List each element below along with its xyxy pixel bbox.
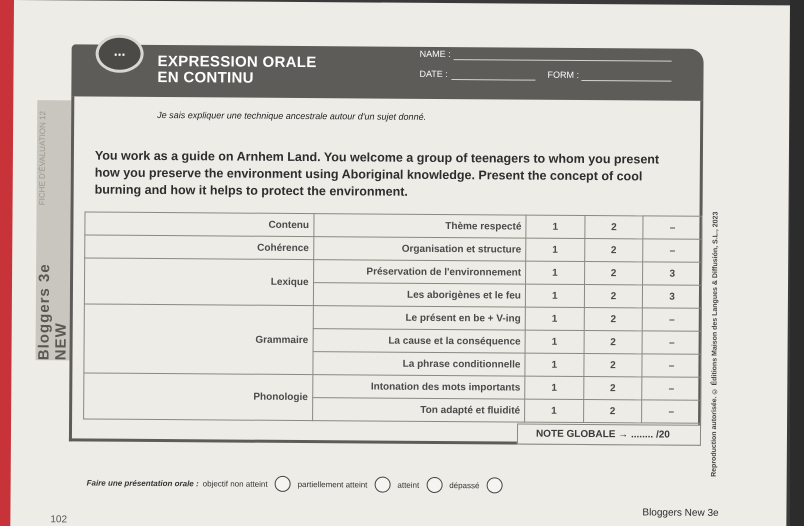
option-not-reached-checkbox[interactable] [275, 476, 291, 492]
level-cell[interactable]: 1 [525, 399, 584, 422]
level-cell[interactable]: 2 [584, 284, 643, 307]
level-cell[interactable]: – [643, 308, 702, 331]
level-cell[interactable]: 2 [584, 261, 643, 284]
copyright-notice: Reproduction autorisée. © Éditions Maison des Langues & Diffusión, S.L., 2023 [710, 211, 720, 477]
table-row [84, 304, 701, 331]
level-cell[interactable]: – [642, 331, 701, 354]
theme-cell: La phrase conditionnelle [312, 352, 525, 376]
table-row [84, 373, 701, 400]
theme-cell: Intonation des mots importants [312, 375, 525, 399]
note-globale[interactable]: NOTE GLOBALE → ........ /20 [517, 424, 701, 446]
theme-cell: Ton adapté et fluidité [312, 398, 525, 422]
option-label: dépassé [449, 480, 480, 490]
book-title: Bloggers New 3e [642, 507, 719, 519]
objective-text: Je sais expliquer une technique ancestrale autour d'un sujet donné. [157, 110, 427, 122]
level-cell[interactable]: 1 [526, 215, 585, 238]
form-label: FORM : [547, 69, 580, 80]
category-cell: Contenu [85, 212, 314, 237]
task-instructions: You work as a guide on Arnhem Land. You welcome a group of teenagers to whom you present how you preserve the environment using Aboriginal knowledge. Present the concept of cool burning and how it helps to protect the environment. [94, 148, 660, 199]
level-cell[interactable]: 2 [583, 399, 642, 422]
level-cell[interactable]: 1 [525, 353, 584, 376]
theme-cell: La cause et la conséquence [313, 329, 526, 353]
speech-bubble-icon: ... [95, 35, 143, 73]
level-cell[interactable]: – [642, 354, 701, 377]
name-label: NAME : [419, 48, 451, 60]
page-number: 102 [50, 514, 68, 526]
worksheet-page [10, 0, 790, 526]
level-cell[interactable]: 2 [584, 238, 643, 261]
category-cell: Lexique [84, 258, 313, 306]
level-cell[interactable]: 3 [643, 262, 702, 285]
level-cell[interactable]: 1 [525, 330, 584, 353]
level-cell[interactable]: 2 [584, 215, 643, 238]
level-cell[interactable]: 2 [583, 376, 642, 399]
option-label: objectif non atteint [202, 478, 268, 489]
level-cell[interactable]: 1 [525, 307, 584, 330]
option-exceeded-checkbox[interactable] [486, 477, 502, 493]
level-cell[interactable]: 2 [584, 353, 643, 376]
title-line-1: EXPRESSION ORALE [157, 53, 317, 72]
theme-cell: Les aborigènes et le feu [313, 283, 526, 307]
level-cell[interactable]: 2 [584, 330, 643, 353]
side-brand-logo: Bloggers 3e NEW [35, 263, 70, 361]
evaluation-grid [83, 211, 702, 423]
option-label: atteint [397, 480, 420, 490]
theme-cell: Le présent en be + V-ing [313, 306, 526, 330]
evaluation-row [87, 475, 506, 494]
level-cell[interactable]: – [643, 216, 702, 239]
theme-cell: Préservation de l'environnement [313, 260, 526, 284]
level-cell[interactable]: 3 [643, 285, 702, 308]
side-fiche-label: FICHE D'ÉVALUATION 12 [37, 111, 48, 206]
level-cell[interactable]: 1 [526, 261, 585, 284]
level-cell[interactable]: – [642, 400, 701, 423]
level-cell[interactable]: 1 [525, 284, 584, 307]
date-label: DATE : [419, 68, 448, 80]
theme-cell: Thème respecté [313, 214, 526, 238]
level-cell[interactable]: 2 [584, 307, 643, 330]
level-cell[interactable]: 1 [526, 238, 585, 261]
title-line-2: EN CONTINU [157, 69, 254, 87]
category-cell: Phonologie [84, 373, 313, 421]
level-cell[interactable]: 1 [525, 376, 584, 399]
evaluation-lead: Faire une présentation orale : [86, 478, 199, 488]
category-cell: Grammaire [84, 304, 313, 375]
theme-cell: Organisation et structure [313, 237, 526, 261]
option-reached-checkbox[interactable] [426, 477, 442, 493]
background-edge [790, 0, 804, 526]
table-row [85, 258, 702, 285]
level-cell[interactable]: – [642, 377, 701, 400]
option-label: partiellement atteint [297, 479, 368, 489]
level-cell[interactable]: – [643, 239, 702, 262]
category-cell: Cohérence [85, 235, 314, 260]
option-partially-reached-checkbox[interactable] [374, 477, 390, 493]
